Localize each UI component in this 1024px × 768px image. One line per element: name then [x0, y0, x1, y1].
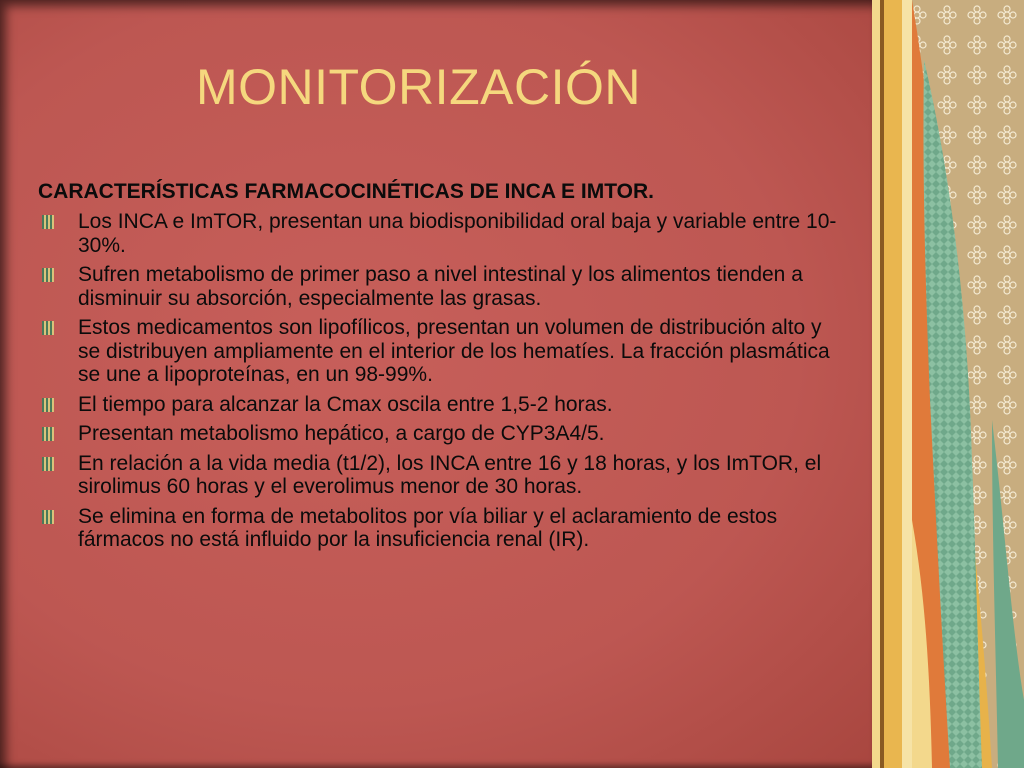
- bullet-text: En relación a la vida media (t1/2), los INCA entre 16 y 18 horas, y los ImTOR, el sirolimus 60 horas y el everolimus menor de 30 horas.: [78, 451, 822, 498]
- bullet-item: [38, 263, 838, 310]
- striped-square-bullet-icon: [42, 321, 54, 335]
- bullet-text: Estos medicamentos son lipofílicos, presentan un volumen de distribución alto y se distribuyen ampliamente en el interior de los hematíes. La fracción plasmática se une a lipoproteínas, en un 98-99%.: [78, 316, 830, 386]
- slide-subtitle: CARACTERÍSTICAS FARMACOCINÉTICAS DE INCA E IMTOR.: [38, 180, 655, 203]
- striped-square-bullet-icon: [42, 510, 54, 524]
- striped-square-bullet-icon: [42, 268, 54, 282]
- bullet-item: [38, 505, 838, 552]
- striped-square-bullet-icon: [42, 457, 54, 471]
- bullet-text: Los INCA e ImTOR, presentan una biodisponibilidad oral baja y variable entre 10-30%.: [78, 210, 837, 257]
- striped-square-bullet-icon: [42, 398, 54, 412]
- striped-square-bullet-icon: [42, 215, 54, 229]
- slide-body: [38, 180, 838, 558]
- bullet-item: [38, 452, 838, 499]
- bullet-item: [38, 422, 838, 446]
- bullet-text: El tiempo para alcanzar la Cmax oscila entre 1,5-2 horas.: [78, 392, 613, 416]
- bullet-text: Presentan metabolismo hepático, a cargo de CYP3A4/5.: [78, 422, 605, 445]
- bullet-item: [38, 393, 838, 417]
- bullet-list: [38, 210, 838, 552]
- floral-ribbon-border: [872, 0, 1024, 768]
- bullet-item: [38, 316, 838, 387]
- bullet-text: Sufren metabolismo de primer paso a nivel intestinal y los alimentos tienden a disminuir su absorción, especialmente las grasas.: [78, 263, 803, 310]
- bullet-text: Se elimina en forma de metabolitos por vía biliar y el aclaramiento de estos fármacos no está influido por la insuficiencia renal (IR).: [78, 504, 778, 551]
- bullet-item: [38, 210, 838, 257]
- striped-square-bullet-icon: [42, 427, 54, 441]
- slide-title: MONITORIZACIÓN: [196, 59, 641, 115]
